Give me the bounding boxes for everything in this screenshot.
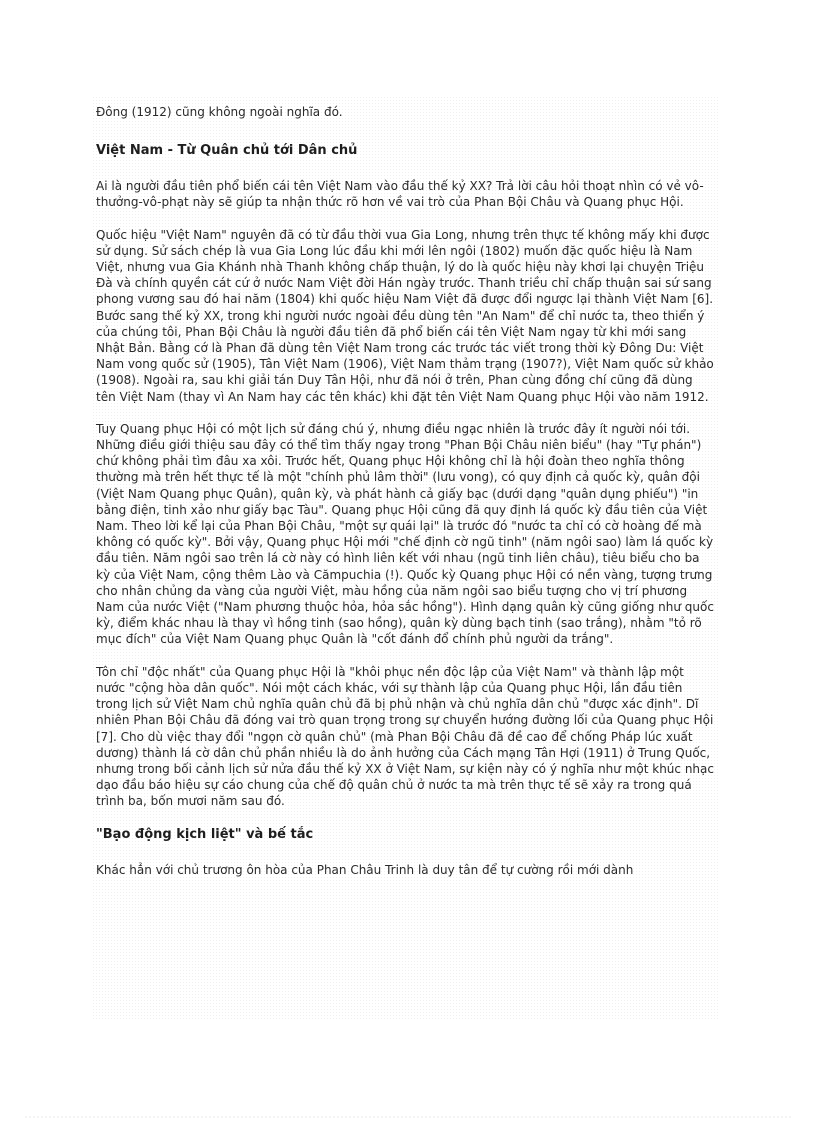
spacer	[96, 648, 716, 664]
spacer	[96, 810, 716, 826]
spacer	[96, 160, 716, 178]
section-heading: Việt Nam - Từ Quân chủ tới Dân chủ	[96, 143, 358, 159]
intro-fragment: Đông (1912) cũng không ngoài nghĩa đó.	[96, 105, 343, 119]
paragraph: Tôn chỉ "độc nhất" của Quang phục Hội là "khôi phục nền độc lập của Việt Nam" và thành lập một nước "cộng hòa dân quốc". Nói một cách khác, với sự thành lập của Quang phục Hội, lần đầu tiên trong lịch sử Việt Nam chủ nghĩa quân chủ đã bị phủ nhận và chủ nghĩa dân chủ "được xác định". Dĩ nhiên Phan Bội Châu đã đóng vai trò quan trọng trong sự chuyển hướng đường lối của Quang phục Hội [7]. Cho dù việc thay đổi "ngọn cờ quân chủ" (mà Phan Bội Châu đã đề cao để chống Pháp lúc xuất dương) thành lá cờ dân chủ phần nhiều là do ảnh hưởng của Cách mạng Tân Hợi (1911) ở Trung Quốc, nhưng trong bối cảnh lịch sử nửa đầu thế kỷ XX ở Việt Nam, sự kiện này có ý nghĩa như một khúc nhạc dạo đầu báo hiệu sự cáo chung của chế độ quân chủ ở nước ta mà trên thực tế sẽ xảy ra trong quá trình ba, bốn mươi năm sau đó.	[96, 664, 714, 809]
paragraph: Quốc hiệu "Việt Nam" nguyên đã có từ đầu thời vua Gia Long, nhưng trên thực tế không mấy khi được sử dụng. Sử sách chép là vua Gia Long lúc đầu khi mới lên ngôi (1802) muốn đặc quốc hiệu là Nam Việt, nhưng vua Gia Khánh nhà Thanh không chấp thuận, lý do là quốc hiệu này khơi lại chuyện Triệu Đà và chính quyền cát cứ ở nước Nam Việt đời Hán ngày trước. Thanh triều chỉ chấp thuận sai sứ sang phong vương sau đó hai năm (1804) khi quốc hiệu Nam Việt đã được đổi ngược lại thành Việt Nam [6]. Bước sang thế kỷ XX, trong khi người nước ngoài đều dùng tên "An Nam" để chỉ nước ta, theo thiển ý của chúng tôi, Phan Bội Châu là người đầu tiên đã phổ biến cái tên Việt Nam ngay từ khi mới sang Nhật Bản. Bằng cớ là Phan đã dùng tên Việt Nam trong các trước tác viết trong thời kỳ Đông Du: Việt Nam vong quốc sử (1905), Tân Việt Nam (1906), Việt Nam thảm trạng (1907?), Việt Nam quốc sử khảo (1908). Ngoài ra, sau khi giải tán Duy Tân Hội, như đã nói ở trên, Phan cùng đồng chí cũng đã dùng tên Việt Nam (thay vì An Nam hay các tên khác) khi đặt tên Việt Nam Quang phục Hội vào năm 1912.	[96, 227, 714, 404]
paragraph: Ai là người đầu tiên phổ biến cái tên Việt Nam vào đầu thế kỷ XX? Trả lời câu hỏi thoạt nhìn có vẻ vô-thưởng-vô-phạt này sẽ giúp ta nhận thức rõ hơn về vai trò của Phan Bội Châu và Quang phục Hội.	[96, 179, 704, 210]
spacer	[96, 844, 716, 862]
paragraph: Khác hẳn với chủ trương ôn hòa của Phan Châu Trinh là duy tân để tự cường rồi mới dành	[96, 862, 634, 877]
section-heading: "Bạo động kịch liệt" và bế tắc	[96, 826, 314, 842]
paragraph: Tuy Quang phục Hội có một lịch sử đáng chú ý, nhưng điều ngạc nhiên là trước đây ít người nói tới. Những điều giới thiệu sau đây có thể tìm thấy ngay trong "Phan Bội Châu niên biểu" (hay "Tự phán") chứ không phải tìm đâu xa xôi. Trước hết, Quang phục Hội không chỉ là hội đoàn theo nghĩa thông thường mà trên hết thực tế là một "chính phủ lâm thời" (lưu vong), có quy định cả quốc kỳ, quân đội (Việt Nam Quang phục Quân), quân kỳ, và phát hành cả giấy bạc (dưới dạng "quân dụng phiếu") "in bằng điện, tinh xảo như giấy bạc Tàu". Quang phục Hội cũng đã quy định lá quốc kỳ đầu tiên của Việt Nam. Theo lời kể lại của Phan Bội Châu, "một sự quái lại" là trước đó "nước ta chỉ có cờ hoàng đế mà không có quốc kỳ". Bởi vậy, Quang phục Hội mới "chế định cờ ngũ tinh" (năm ngôi sao) làm lá quốc kỳ đầu tiên. Năm ngôi sao trên lá cờ này có hình liên kết với nhau (ngũ tinh liên châu), tiêu biểu cho ba kỳ của Việt Nam, cộng thêm Lào và Cămpuchia (!). Quốc kỳ Quang phục Hội có nền vàng, tượng trưng cho nhân chủng da vàng của người Việt, màu hồng của năm ngôi sao biểu tượng cho vị trí phương Nam của nước Việt ("Nam phương thuộc hỏa, hỏa sắc hồng"). Hình dạng quân kỳ cũng giống như quốc kỳ, điểm khác nhau là thay vì hồng tinh (sao hồng), quân kỳ dùng bạch tinh (sao trắng), nhằm "tỏ rõ mục đích" của Việt Nam Quang phục Quân là "cốt đánh đổ chính phủ người da trắng".	[96, 421, 714, 647]
page-bottom-divider	[24, 1116, 792, 1118]
spacer	[96, 405, 716, 421]
spacer	[96, 211, 716, 227]
document-page	[92, 96, 720, 1020]
spacer	[96, 120, 716, 142]
